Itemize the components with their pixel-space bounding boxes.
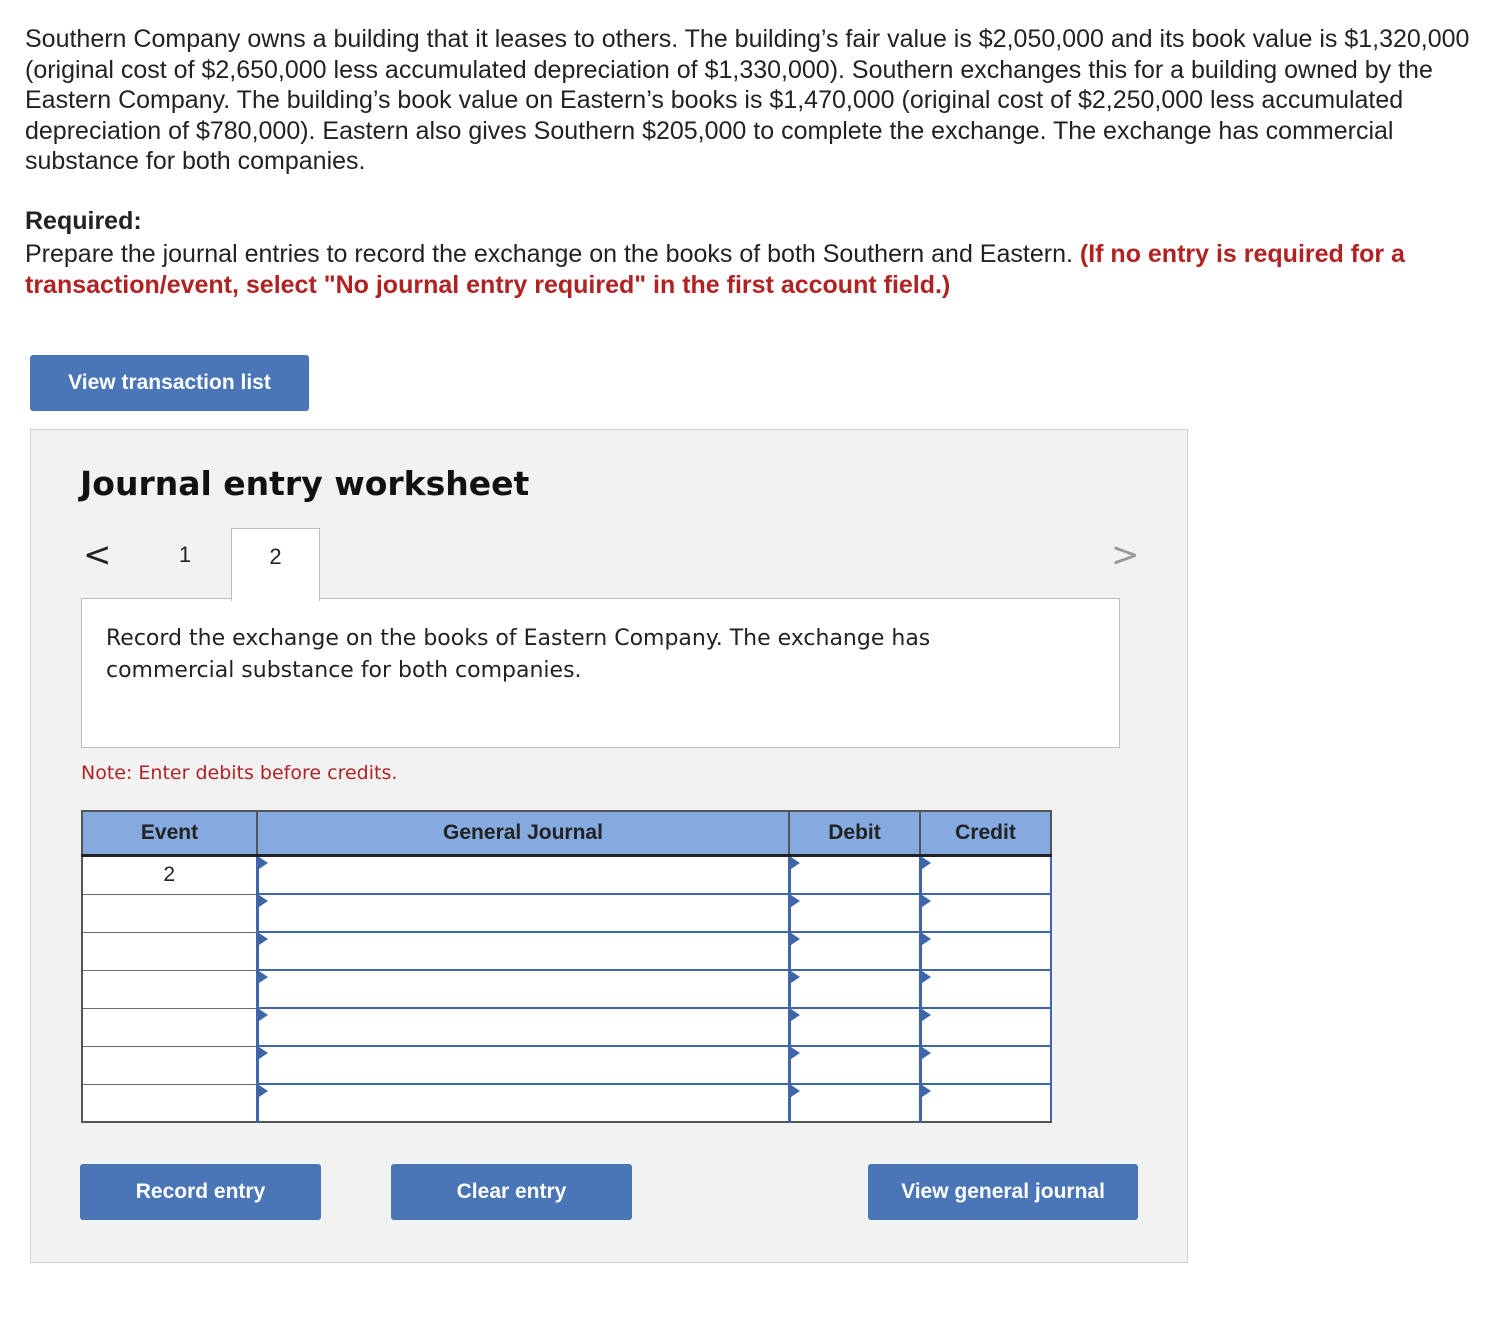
event-column-header: Event (82, 811, 257, 856)
problem-statement: Southern Company owns a building that it leases to others. The building’s fair value is $2,050,000 and its book value is $1,320,000 (original cost of $2,650,000 less accumulated depreciation of $1,330,000). Southern exchanges this for a building owned by the Eastern Company. The building’s book value on Eastern’s books is $1,470,000 (original cost of $2,250,000 less accumulated depreciation of $780,000). Eastern also gives Southern $205,000 to complete the exchange. The exchange has commercial substance for both companies. (25, 25, 1470, 175)
event-cell (82, 1046, 257, 1084)
table-row (82, 1008, 1051, 1046)
debit-field[interactable] (789, 856, 920, 895)
transaction-description-box (81, 598, 1120, 748)
transaction-description: Record the exchange on the books of Eastern Company. The exchange has commercial substance for both companies. (106, 626, 931, 683)
clear-entry-button[interactable]: Clear entry (391, 1164, 632, 1220)
debits-before-credits-note: Note: Enter debits before credits. (81, 762, 398, 784)
event-cell (82, 932, 257, 970)
view-general-journal-button[interactable]: View general journal (868, 1164, 1138, 1220)
tab-1[interactable]: 1 (178, 542, 192, 567)
account-field[interactable] (257, 1008, 789, 1046)
table-row (82, 932, 1051, 970)
table-row (82, 970, 1051, 1008)
credit-field[interactable] (920, 970, 1051, 1008)
required-heading: Required: (25, 207, 142, 235)
view-transaction-list-button[interactable]: View transaction list (30, 355, 309, 411)
chevron-left-icon[interactable]: < (83, 535, 112, 575)
journal-table (81, 810, 1052, 1123)
journal-entry-worksheet (30, 429, 1188, 1263)
debit-field[interactable] (789, 894, 920, 932)
account-field[interactable] (257, 932, 789, 970)
record-entry-button[interactable]: Record entry (80, 1164, 321, 1220)
credit-column-header: Credit (920, 811, 1051, 856)
required-text: Prepare the journal entries to record the exchange on the books of both Southern and Eastern. (25, 240, 1073, 268)
debit-field[interactable] (789, 932, 920, 970)
event-cell (82, 894, 257, 932)
account-field[interactable] (257, 1084, 789, 1122)
debit-field[interactable] (789, 1046, 920, 1084)
credit-field[interactable] (920, 1084, 1051, 1122)
account-field[interactable] (257, 894, 789, 932)
table-row (82, 856, 1051, 895)
general-journal-column-header: General Journal (257, 811, 789, 856)
account-field[interactable] (257, 856, 789, 895)
event-cell (82, 1008, 257, 1046)
worksheet-title: Journal entry worksheet (80, 464, 530, 503)
required-instructions (25, 239, 1490, 301)
journal-table-header (82, 811, 1051, 856)
credit-field[interactable] (920, 1046, 1051, 1084)
debit-field[interactable] (789, 1008, 920, 1046)
tab-2-active[interactable]: 2 (231, 528, 320, 601)
credit-field[interactable] (920, 932, 1051, 970)
account-field[interactable] (257, 970, 789, 1008)
debit-field[interactable] (789, 970, 920, 1008)
event-cell (82, 1084, 257, 1122)
table-row (82, 1046, 1051, 1084)
event-cell: 2 (82, 856, 257, 895)
table-row (82, 894, 1051, 932)
table-row (82, 1084, 1051, 1122)
credit-field[interactable] (920, 1008, 1051, 1046)
debit-column-header: Debit (789, 811, 920, 856)
required-note: (If no entry is required for a transaction/event, select "No journal entry required" in the first account field.) (25, 240, 1405, 299)
debit-field[interactable] (789, 1084, 920, 1122)
event-cell (82, 970, 257, 1008)
chevron-right-icon[interactable]: > (1111, 535, 1140, 575)
credit-field[interactable] (920, 894, 1051, 932)
account-field[interactable] (257, 1046, 789, 1084)
credit-field[interactable] (920, 856, 1051, 895)
